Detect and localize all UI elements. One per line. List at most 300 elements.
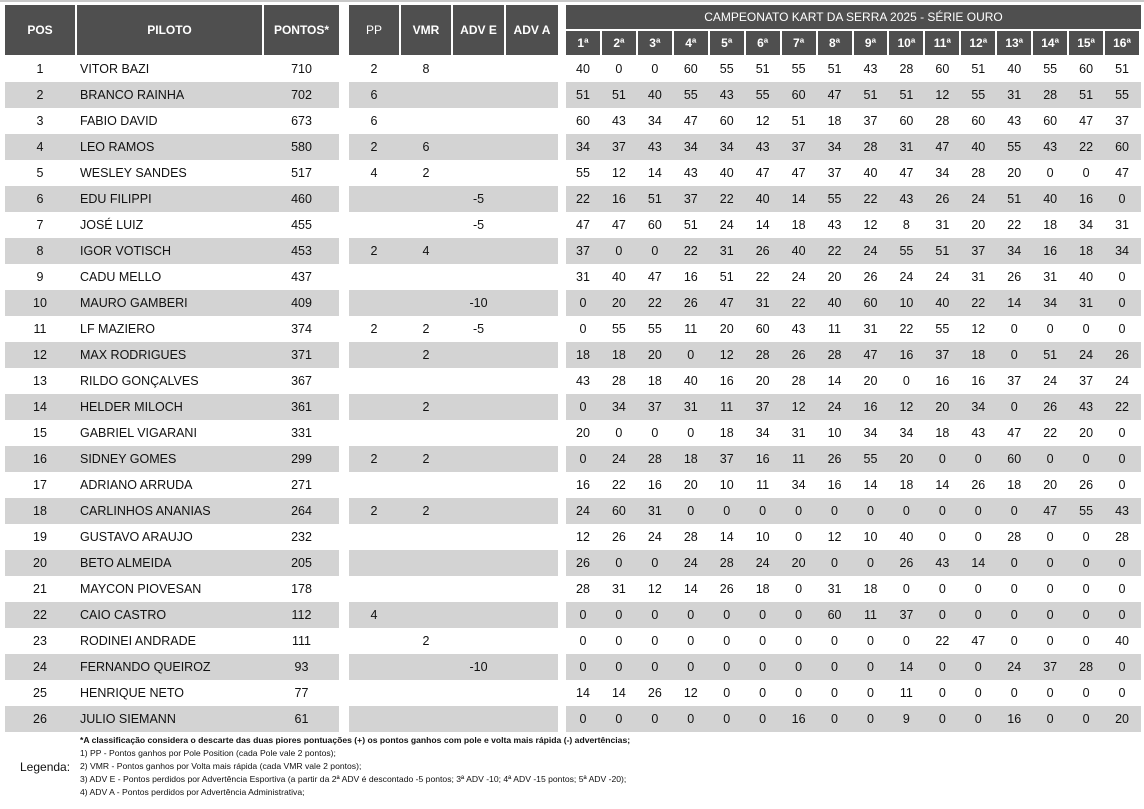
cell-race-12: 31 bbox=[971, 270, 986, 284]
cell-adv-a bbox=[506, 134, 558, 160]
cell-race-11: 51 bbox=[935, 244, 950, 258]
cell-race-12: 0 bbox=[974, 660, 982, 674]
cell-race-6: 28 bbox=[755, 348, 770, 362]
cell-race-12: 43 bbox=[971, 426, 986, 440]
cell-race-16: 34 bbox=[1115, 244, 1129, 258]
cell-race-7: 14 bbox=[791, 192, 806, 206]
cell-race-9: 0 bbox=[866, 634, 874, 648]
cell-race-9: 26 bbox=[863, 270, 878, 284]
cell-race-2: 31 bbox=[611, 582, 626, 596]
cell-race-16: 0 bbox=[1118, 426, 1126, 440]
cell-vmr bbox=[401, 472, 451, 498]
cell-race-15: 55 bbox=[1079, 504, 1094, 518]
header-race-4: 4ª bbox=[674, 31, 708, 55]
cell-race-9: 51 bbox=[863, 88, 878, 102]
cell-race-10: 51 bbox=[899, 88, 914, 102]
header-race-14: 14ª bbox=[1033, 31, 1067, 55]
cell-race-14: 0 bbox=[1046, 166, 1054, 180]
cell-pontos: 374 bbox=[291, 322, 312, 336]
cell-race-3: 43 bbox=[647, 140, 662, 154]
cell-race-6: 0 bbox=[759, 504, 767, 518]
cell-race-5: 11 bbox=[720, 400, 734, 414]
cell-race-14: 0 bbox=[1046, 712, 1054, 726]
cell-race-9: 0 bbox=[866, 712, 874, 726]
cell-race-6: 51 bbox=[755, 62, 770, 76]
cell-piloto: CADU MELLO bbox=[80, 270, 162, 284]
cell-adv-a bbox=[506, 706, 558, 732]
header-race-15: 15ª bbox=[1069, 31, 1103, 55]
cell-race-6: 16 bbox=[755, 452, 770, 466]
cell-race-15: 0 bbox=[1082, 686, 1090, 700]
cell-race-2: 0 bbox=[615, 660, 623, 674]
cell-race-11: 0 bbox=[938, 712, 946, 726]
cell-race-10: 37 bbox=[899, 608, 914, 622]
cell-race-10: 10 bbox=[899, 296, 914, 310]
cell-race-15: 0 bbox=[1082, 530, 1090, 544]
cell-race-16: 47 bbox=[1115, 166, 1129, 180]
cell-race-16: 26 bbox=[1115, 348, 1129, 362]
cell-pp bbox=[349, 550, 399, 576]
cell-race-9: 0 bbox=[866, 504, 874, 518]
cell-pos: 13 bbox=[33, 374, 47, 388]
cell-pp: 2 bbox=[370, 62, 378, 76]
cell-race-12: 37 bbox=[971, 244, 986, 258]
cell-race-9: 0 bbox=[866, 686, 874, 700]
cell-race-12: 55 bbox=[971, 88, 986, 102]
cell-race-1: 16 bbox=[576, 478, 590, 492]
cell-race-12: 14 bbox=[971, 556, 986, 570]
cell-adv-e bbox=[453, 420, 504, 446]
cell-race-12: 0 bbox=[974, 686, 982, 700]
cell-adv-e bbox=[453, 472, 504, 498]
cell-pontos: 437 bbox=[291, 270, 312, 284]
cell-pos: 8 bbox=[36, 244, 44, 258]
cell-race-5: 40 bbox=[719, 166, 734, 180]
cell-race-16: 37 bbox=[1115, 114, 1129, 128]
cell-race-7: 16 bbox=[791, 712, 806, 726]
cell-race-2: 0 bbox=[615, 62, 623, 76]
cell-race-15: 31 bbox=[1079, 296, 1094, 310]
cell-race-3: 55 bbox=[647, 322, 662, 336]
legend-item-pp: 1) PP - Pontos ganhos por Pole Position (cada Pole vale 2 pontos); bbox=[80, 748, 336, 758]
cell-race-7: 31 bbox=[791, 426, 806, 440]
cell-race-6: 11 bbox=[756, 478, 770, 492]
cell-pos: 19 bbox=[33, 530, 47, 544]
cell-race-16: 0 bbox=[1118, 270, 1126, 284]
cell-adv-e bbox=[453, 394, 504, 420]
cell-race-4: 14 bbox=[683, 582, 698, 596]
cell-pp: 6 bbox=[370, 88, 378, 102]
cell-race-9: 12 bbox=[863, 218, 878, 232]
cell-race-12: 60 bbox=[971, 114, 986, 128]
cell-race-2: 0 bbox=[615, 712, 623, 726]
cell-race-3: 0 bbox=[651, 634, 659, 648]
cell-race-7: 0 bbox=[795, 660, 803, 674]
cell-race-16: 0 bbox=[1118, 296, 1126, 310]
cell-adv-e bbox=[453, 368, 504, 394]
cell-race-9: 16 bbox=[863, 400, 878, 414]
cell-race-6: 0 bbox=[759, 608, 767, 622]
cell-race-11: 43 bbox=[935, 556, 950, 570]
cell-adv-a bbox=[506, 420, 558, 446]
cell-race-15: 0 bbox=[1082, 634, 1090, 648]
cell-race-1: 40 bbox=[576, 62, 590, 76]
cell-race-6: 0 bbox=[759, 686, 767, 700]
cell-race-14: 22 bbox=[1043, 426, 1058, 440]
cell-race-12: 0 bbox=[974, 530, 982, 544]
cell-adv-e bbox=[453, 342, 504, 368]
cell-race-12: 34 bbox=[971, 400, 986, 414]
cell-race-1: 24 bbox=[576, 504, 590, 518]
cell-race-11: 0 bbox=[938, 452, 946, 466]
cell-race-3: 28 bbox=[647, 452, 662, 466]
cell-race-3: 34 bbox=[647, 114, 662, 128]
header-race-5: 5ª bbox=[710, 31, 744, 55]
cell-race-1: 37 bbox=[576, 244, 590, 258]
cell-race-14: 34 bbox=[1043, 296, 1058, 310]
cell-adv-e bbox=[453, 550, 504, 576]
header-race-2: 2ª bbox=[602, 31, 636, 55]
cell-race-4: 40 bbox=[683, 374, 698, 388]
cell-race-14: 0 bbox=[1046, 582, 1054, 596]
cell-adv-e bbox=[453, 82, 504, 108]
cell-race-2: 0 bbox=[615, 556, 623, 570]
cell-race-12: 18 bbox=[971, 348, 986, 362]
cell-race-10: 0 bbox=[902, 582, 910, 596]
cell-race-9: 10 bbox=[863, 530, 878, 544]
cell-piloto: GUSTAVO ARAUJO bbox=[80, 530, 193, 544]
cell-race-10: 0 bbox=[902, 504, 910, 518]
cell-race-5: 47 bbox=[719, 296, 734, 310]
cell-race-1: 22 bbox=[576, 192, 590, 206]
cell-pos: 21 bbox=[33, 582, 47, 596]
cell-race-8: 43 bbox=[827, 218, 842, 232]
cell-race-8: 11 bbox=[828, 322, 842, 336]
legend-label: Legenda: bbox=[20, 760, 71, 774]
cell-race-12: 47 bbox=[971, 634, 986, 648]
cell-race-2: 60 bbox=[611, 504, 626, 518]
cell-piloto: LF MAZIERO bbox=[80, 322, 156, 336]
cell-race-10: 47 bbox=[899, 166, 914, 180]
cell-race-3: 0 bbox=[651, 426, 659, 440]
cell-race-11: 12 bbox=[935, 88, 950, 102]
cell-vmr bbox=[401, 108, 451, 134]
cell-piloto: JOSÉ LUIZ bbox=[80, 218, 144, 232]
cell-pp bbox=[349, 264, 399, 290]
legend-note: *A classificação considera o descarte das duas piores pontuações (+) os pontos ganhos com pole e volta mais rápida (-) advertências; bbox=[80, 735, 631, 745]
cell-race-5: 0 bbox=[723, 634, 731, 648]
cell-race-8: 26 bbox=[827, 452, 842, 466]
cell-race-2: 22 bbox=[611, 478, 626, 492]
cell-race-15: 0 bbox=[1082, 556, 1090, 570]
cell-race-13: 0 bbox=[1010, 348, 1018, 362]
cell-race-2: 24 bbox=[611, 452, 626, 466]
cell-pontos: 61 bbox=[294, 712, 309, 726]
cell-race-4: 24 bbox=[683, 556, 698, 570]
cell-pp: 2 bbox=[370, 140, 378, 154]
cell-race-9: 18 bbox=[863, 582, 878, 596]
cell-race-4: 18 bbox=[683, 452, 698, 466]
cell-piloto: MAURO GAMBERI bbox=[80, 296, 188, 310]
cell-race-1: 0 bbox=[579, 322, 587, 336]
cell-race-8: 16 bbox=[827, 478, 842, 492]
cell-pos: 25 bbox=[33, 686, 47, 700]
cell-race-10: 9 bbox=[902, 712, 910, 726]
cell-vmr bbox=[401, 576, 451, 602]
cell-race-13: 0 bbox=[1010, 634, 1018, 648]
cell-vmr bbox=[401, 420, 451, 446]
cell-pos: 23 bbox=[33, 634, 47, 648]
cell-piloto: WESLEY SANDES bbox=[80, 166, 187, 180]
cell-race-7: 51 bbox=[791, 114, 806, 128]
cell-pos: 15 bbox=[33, 426, 47, 440]
cell-race-8: 0 bbox=[831, 556, 838, 570]
cell-piloto: FABIO DAVID bbox=[80, 114, 158, 128]
header-race-8: 8ª bbox=[818, 31, 852, 55]
cell-race-10: 16 bbox=[899, 348, 914, 362]
cell-race-11: 26 bbox=[935, 192, 950, 206]
cell-race-5: 0 bbox=[723, 608, 731, 622]
cell-race-9: 40 bbox=[863, 166, 878, 180]
cell-race-1: 43 bbox=[576, 374, 590, 388]
cell-adv-a bbox=[506, 680, 558, 706]
cell-race-9: 60 bbox=[863, 296, 878, 310]
legend-item-vmr: 2) VMR - Pontos ganhos por Volta mais rápida (cada VMR vale 2 pontos); bbox=[80, 761, 362, 771]
cell-race-10: 20 bbox=[899, 452, 914, 466]
cell-race-16: 0 bbox=[1118, 556, 1126, 570]
header-race-13: 13ª bbox=[997, 31, 1031, 55]
cell-piloto: MAX RODRIGUES bbox=[80, 348, 187, 362]
cell-race-10: 24 bbox=[899, 270, 914, 284]
cell-race-5: 10 bbox=[719, 478, 734, 492]
cell-race-16: 43 bbox=[1115, 504, 1129, 518]
cell-race-3: 20 bbox=[647, 348, 662, 362]
cell-race-2: 12 bbox=[611, 166, 626, 180]
cell-race-12: 26 bbox=[971, 478, 986, 492]
cell-race-14: 20 bbox=[1043, 478, 1058, 492]
cell-race-16: 51 bbox=[1115, 62, 1129, 76]
cell-race-15: 0 bbox=[1082, 712, 1090, 726]
cell-vmr bbox=[401, 212, 451, 238]
cell-adv-a bbox=[506, 472, 558, 498]
cell-race-6: 43 bbox=[755, 140, 770, 154]
cell-adv-e bbox=[453, 56, 504, 82]
cell-race-16: 0 bbox=[1118, 660, 1126, 674]
cell-race-5: 51 bbox=[719, 270, 734, 284]
cell-race-4: 43 bbox=[683, 166, 698, 180]
cell-pp bbox=[349, 342, 399, 368]
cell-piloto: SIDNEY GOMES bbox=[80, 452, 177, 466]
cell-pp bbox=[349, 680, 399, 706]
cell-pp bbox=[349, 186, 399, 212]
cell-vmr bbox=[401, 602, 451, 628]
cell-adv-a bbox=[506, 342, 558, 368]
cell-race-3: 51 bbox=[647, 192, 662, 206]
cell-race-15: 51 bbox=[1079, 88, 1094, 102]
cell-vmr bbox=[401, 290, 451, 316]
cell-race-10: 11 bbox=[899, 686, 913, 700]
cell-vmr bbox=[401, 654, 451, 680]
cell-race-7: 55 bbox=[791, 62, 806, 76]
cell-race-16: 0 bbox=[1118, 452, 1126, 466]
cell-pontos: 111 bbox=[291, 634, 311, 648]
cell-pontos: 361 bbox=[291, 400, 312, 414]
cell-race-13: 0 bbox=[1010, 608, 1018, 622]
cell-race-14: 0 bbox=[1046, 530, 1054, 544]
cell-race-7: 0 bbox=[795, 530, 803, 544]
cell-race-13: 0 bbox=[1010, 556, 1018, 570]
cell-race-15: 28 bbox=[1079, 660, 1094, 674]
cell-race-7: 12 bbox=[791, 400, 806, 414]
cell-race-4: 55 bbox=[683, 88, 698, 102]
cell-race-11: 0 bbox=[938, 608, 946, 622]
cell-race-15: 60 bbox=[1079, 62, 1094, 76]
cell-piloto: RILDO GONÇALVES bbox=[80, 374, 199, 388]
cell-race-14: 0 bbox=[1046, 556, 1054, 570]
cell-pontos: 517 bbox=[291, 166, 312, 180]
cell-race-10: 26 bbox=[899, 556, 914, 570]
cell-race-12: 28 bbox=[971, 166, 986, 180]
cell-race-5: 55 bbox=[719, 62, 734, 76]
cell-race-14: 47 bbox=[1043, 504, 1058, 518]
cell-adv-a bbox=[506, 212, 558, 238]
cell-race-6: 20 bbox=[755, 374, 770, 388]
cell-race-6: 24 bbox=[755, 556, 770, 570]
cell-race-16: 0 bbox=[1118, 478, 1126, 492]
cell-vmr: 8 bbox=[422, 62, 430, 76]
cell-race-12: 0 bbox=[974, 452, 982, 466]
cell-pos: 16 bbox=[33, 452, 47, 466]
cell-race-13: 0 bbox=[1010, 322, 1018, 336]
cell-race-11: 0 bbox=[938, 660, 946, 674]
cell-race-15: 0 bbox=[1082, 322, 1090, 336]
cell-pontos: 232 bbox=[291, 530, 312, 544]
cell-race-13: 34 bbox=[1007, 244, 1022, 258]
cell-race-4: 51 bbox=[683, 218, 698, 232]
header-adv-e: ADV E bbox=[453, 5, 504, 55]
cell-adv-a bbox=[506, 56, 558, 82]
cell-race-8: 34 bbox=[827, 140, 842, 154]
cell-race-16: 31 bbox=[1115, 218, 1129, 232]
cell-race-7: 11 bbox=[792, 452, 806, 466]
header-adv-a: ADV A bbox=[506, 5, 558, 55]
cell-race-8: 28 bbox=[827, 348, 842, 362]
header-race-1: 1ª bbox=[566, 31, 600, 55]
cell-adv-e bbox=[453, 706, 504, 732]
cell-pontos: 331 bbox=[291, 426, 312, 440]
cell-adv-e bbox=[453, 160, 504, 186]
cell-race-1: 47 bbox=[576, 218, 590, 232]
cell-pontos: 455 bbox=[291, 218, 312, 232]
cell-piloto: BRANCO RAINHA bbox=[80, 88, 185, 102]
cell-adv-a bbox=[506, 186, 558, 212]
cell-pos: 11 bbox=[33, 322, 47, 336]
cell-race-4: 0 bbox=[687, 608, 695, 622]
cell-race-4: 16 bbox=[683, 270, 698, 284]
cell-race-3: 14 bbox=[647, 166, 662, 180]
cell-adv-a bbox=[506, 524, 558, 550]
cell-race-9: 0 bbox=[866, 556, 874, 570]
cell-piloto: CARLINHOS ANANIAS bbox=[80, 504, 211, 518]
cell-pontos: 702 bbox=[291, 88, 312, 102]
cell-race-5: 0 bbox=[723, 504, 731, 518]
cell-race-2: 18 bbox=[611, 348, 626, 362]
cell-race-2: 0 bbox=[615, 634, 623, 648]
cell-race-4: 47 bbox=[683, 114, 698, 128]
cell-race-3: 0 bbox=[651, 62, 659, 76]
cell-race-2: 51 bbox=[611, 88, 626, 102]
cell-race-6: 22 bbox=[755, 270, 770, 284]
cell-race-2: 16 bbox=[611, 192, 626, 206]
cell-pos: 2 bbox=[36, 88, 44, 102]
cell-race-11: 34 bbox=[935, 166, 950, 180]
cell-race-7: 0 bbox=[795, 608, 803, 622]
cell-race-3: 40 bbox=[647, 88, 662, 102]
cell-vmr bbox=[401, 264, 451, 290]
cell-race-9: 47 bbox=[863, 348, 878, 362]
cell-race-7: 43 bbox=[791, 322, 806, 336]
cell-vmr bbox=[401, 680, 451, 706]
cell-race-7: 26 bbox=[791, 348, 806, 362]
cell-race-3: 22 bbox=[647, 296, 662, 310]
header-race-10: 10ª bbox=[889, 31, 923, 55]
cell-pos: 26 bbox=[33, 712, 47, 726]
cell-race-8: 47 bbox=[827, 88, 842, 102]
cell-race-6: 34 bbox=[755, 426, 770, 440]
cell-race-13: 20 bbox=[1007, 166, 1022, 180]
cell-race-10: 8 bbox=[902, 218, 910, 232]
cell-race-13: 0 bbox=[1010, 400, 1018, 414]
cell-adv-a bbox=[506, 82, 558, 108]
header-race-16: 16ª bbox=[1105, 31, 1139, 55]
cell-race-10: 12 bbox=[899, 400, 914, 414]
cell-piloto: HENRIQUE NETO bbox=[80, 686, 184, 700]
cell-race-8: 18 bbox=[827, 114, 842, 128]
cell-race-8: 37 bbox=[827, 166, 842, 180]
cell-race-12: 24 bbox=[971, 192, 986, 206]
cell-race-1: 0 bbox=[579, 452, 587, 466]
cell-pontos: 93 bbox=[294, 660, 309, 674]
cell-race-6: 31 bbox=[755, 296, 770, 310]
cell-race-16: 60 bbox=[1115, 140, 1129, 154]
cell-race-5: 43 bbox=[719, 88, 734, 102]
header-pos: POS bbox=[5, 5, 75, 55]
cell-race-13: 37 bbox=[1007, 374, 1022, 388]
cell-race-9: 34 bbox=[863, 426, 878, 440]
cell-race-7: 28 bbox=[791, 374, 806, 388]
cell-race-12: 40 bbox=[971, 140, 986, 154]
cell-race-14: 31 bbox=[1043, 270, 1058, 284]
cell-race-8: 24 bbox=[827, 400, 842, 414]
header-race-6: 6ª bbox=[746, 31, 780, 55]
cell-race-13: 0 bbox=[1010, 686, 1018, 700]
cell-race-6: 18 bbox=[755, 582, 770, 596]
cell-race-12: 51 bbox=[971, 62, 986, 76]
cell-adv-e bbox=[453, 134, 504, 160]
cell-race-5: 20 bbox=[719, 322, 734, 336]
cell-race-8: 0 bbox=[831, 686, 838, 700]
cell-vmr bbox=[401, 82, 451, 108]
cell-race-11: 31 bbox=[935, 218, 950, 232]
cell-pontos: 205 bbox=[291, 556, 312, 570]
cell-race-1: 60 bbox=[576, 114, 590, 128]
cell-race-10: 0 bbox=[902, 374, 910, 388]
cell-race-14: 18 bbox=[1043, 218, 1058, 232]
cell-race-15: 20 bbox=[1079, 426, 1094, 440]
cell-race-7: 20 bbox=[791, 556, 806, 570]
cell-race-14: 24 bbox=[1043, 374, 1058, 388]
cell-race-10: 31 bbox=[899, 140, 914, 154]
